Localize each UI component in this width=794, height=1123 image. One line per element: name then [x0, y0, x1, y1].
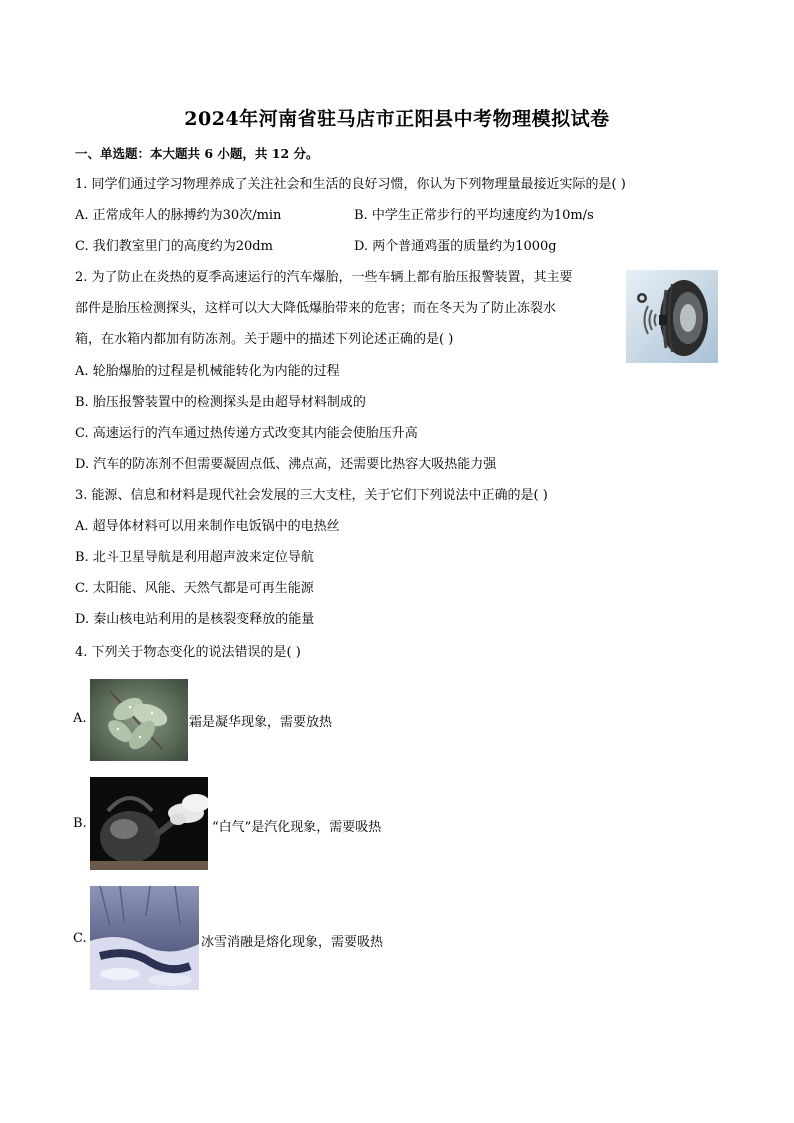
q2-stem-line2: 部件是胎压检测探头，这样可以大大降低爆胎带来的危害；而在冬天为了防止冻裂水 [75, 301, 557, 316]
q1-option-b: B. 中学生正常步行的平均速度约为10m/s [354, 208, 594, 223]
page-title: 2024年河南省驻马店市正阳县中考物理模拟试卷 [184, 108, 610, 130]
q2-option-b: B. 胎压报警装置中的检测探头是由超导材料制成的 [75, 395, 366, 410]
q1-option-c: C. 我们教室里门的高度约为20dm [75, 239, 273, 254]
q2-option-a: A. 轮胎爆胎的过程是机械能转化为内能的过程 [75, 364, 340, 379]
q1-option-d: D. 两个普通鸡蛋的质量约为1000g [354, 239, 557, 254]
q2-option-c: C. 高速运行的汽车通过热传递方式改变其内能会使胎压升高 [75, 426, 418, 441]
frost-leaves-image [90, 679, 188, 761]
q4-option-a-label: A. [73, 711, 87, 726]
kettle-steam-image [90, 777, 208, 870]
q3-option-a: A. 超导体材料可以用来制作电饭锅中的电热丝 [75, 519, 340, 534]
q3-option-c: C. 太阳能、风能、天然气都是可再生能源 [75, 581, 314, 596]
q4-stem: 4. 下列关于物态变化的说法错误的是( ) [75, 645, 301, 660]
q1-stem: 1. 同学们通过学习物理养成了关注社会和生活的良好习惯，你认为下列物理量最接近实际的是( ) [75, 177, 626, 192]
q2-stem-line3: 箱，在水箱内都加有防冻剂。关于题中的描述下列论述正确的是( ) [75, 332, 454, 347]
melting-snow-image [90, 886, 199, 990]
q4-option-c-text: 冰雪消融是熔化现象，需要吸热 [201, 935, 384, 950]
section-heading: 一、单选题：本大题共 6 小题，共 12 分。 [75, 146, 319, 161]
q4-option-a-text: 霜是凝华现象，需要放热 [189, 715, 333, 730]
q4-option-c-label: C. [73, 931, 87, 946]
q3-option-b: B. 北斗卫星导航是利用超声波来定位导航 [75, 550, 314, 565]
q3-stem: 3. 能源、信息和材料是现代社会发展的三大支柱，关于它们下列说法中正确的是( ) [75, 488, 548, 503]
q4-option-b-label: B. [73, 816, 87, 831]
q2-option-d: D. 汽车的防冻剂不但需要凝固点低、沸点高，还需要比热容大吸热能力强 [75, 457, 497, 472]
tire-sensor-image [626, 270, 718, 363]
q1-option-a: A. 正常成年人的脉搏约为30次/min [75, 208, 282, 223]
q3-option-d: D. 秦山核电站利用的是核裂变释放的能量 [75, 612, 315, 627]
q4-option-b-text: “白气”是汽化现象，需要吸热 [212, 820, 382, 835]
q2-stem-line1: 2. 为了防止在炎热的夏季高速运行的汽车爆胎，一些车辆上都有胎压报警装置，其主要 [75, 270, 573, 285]
